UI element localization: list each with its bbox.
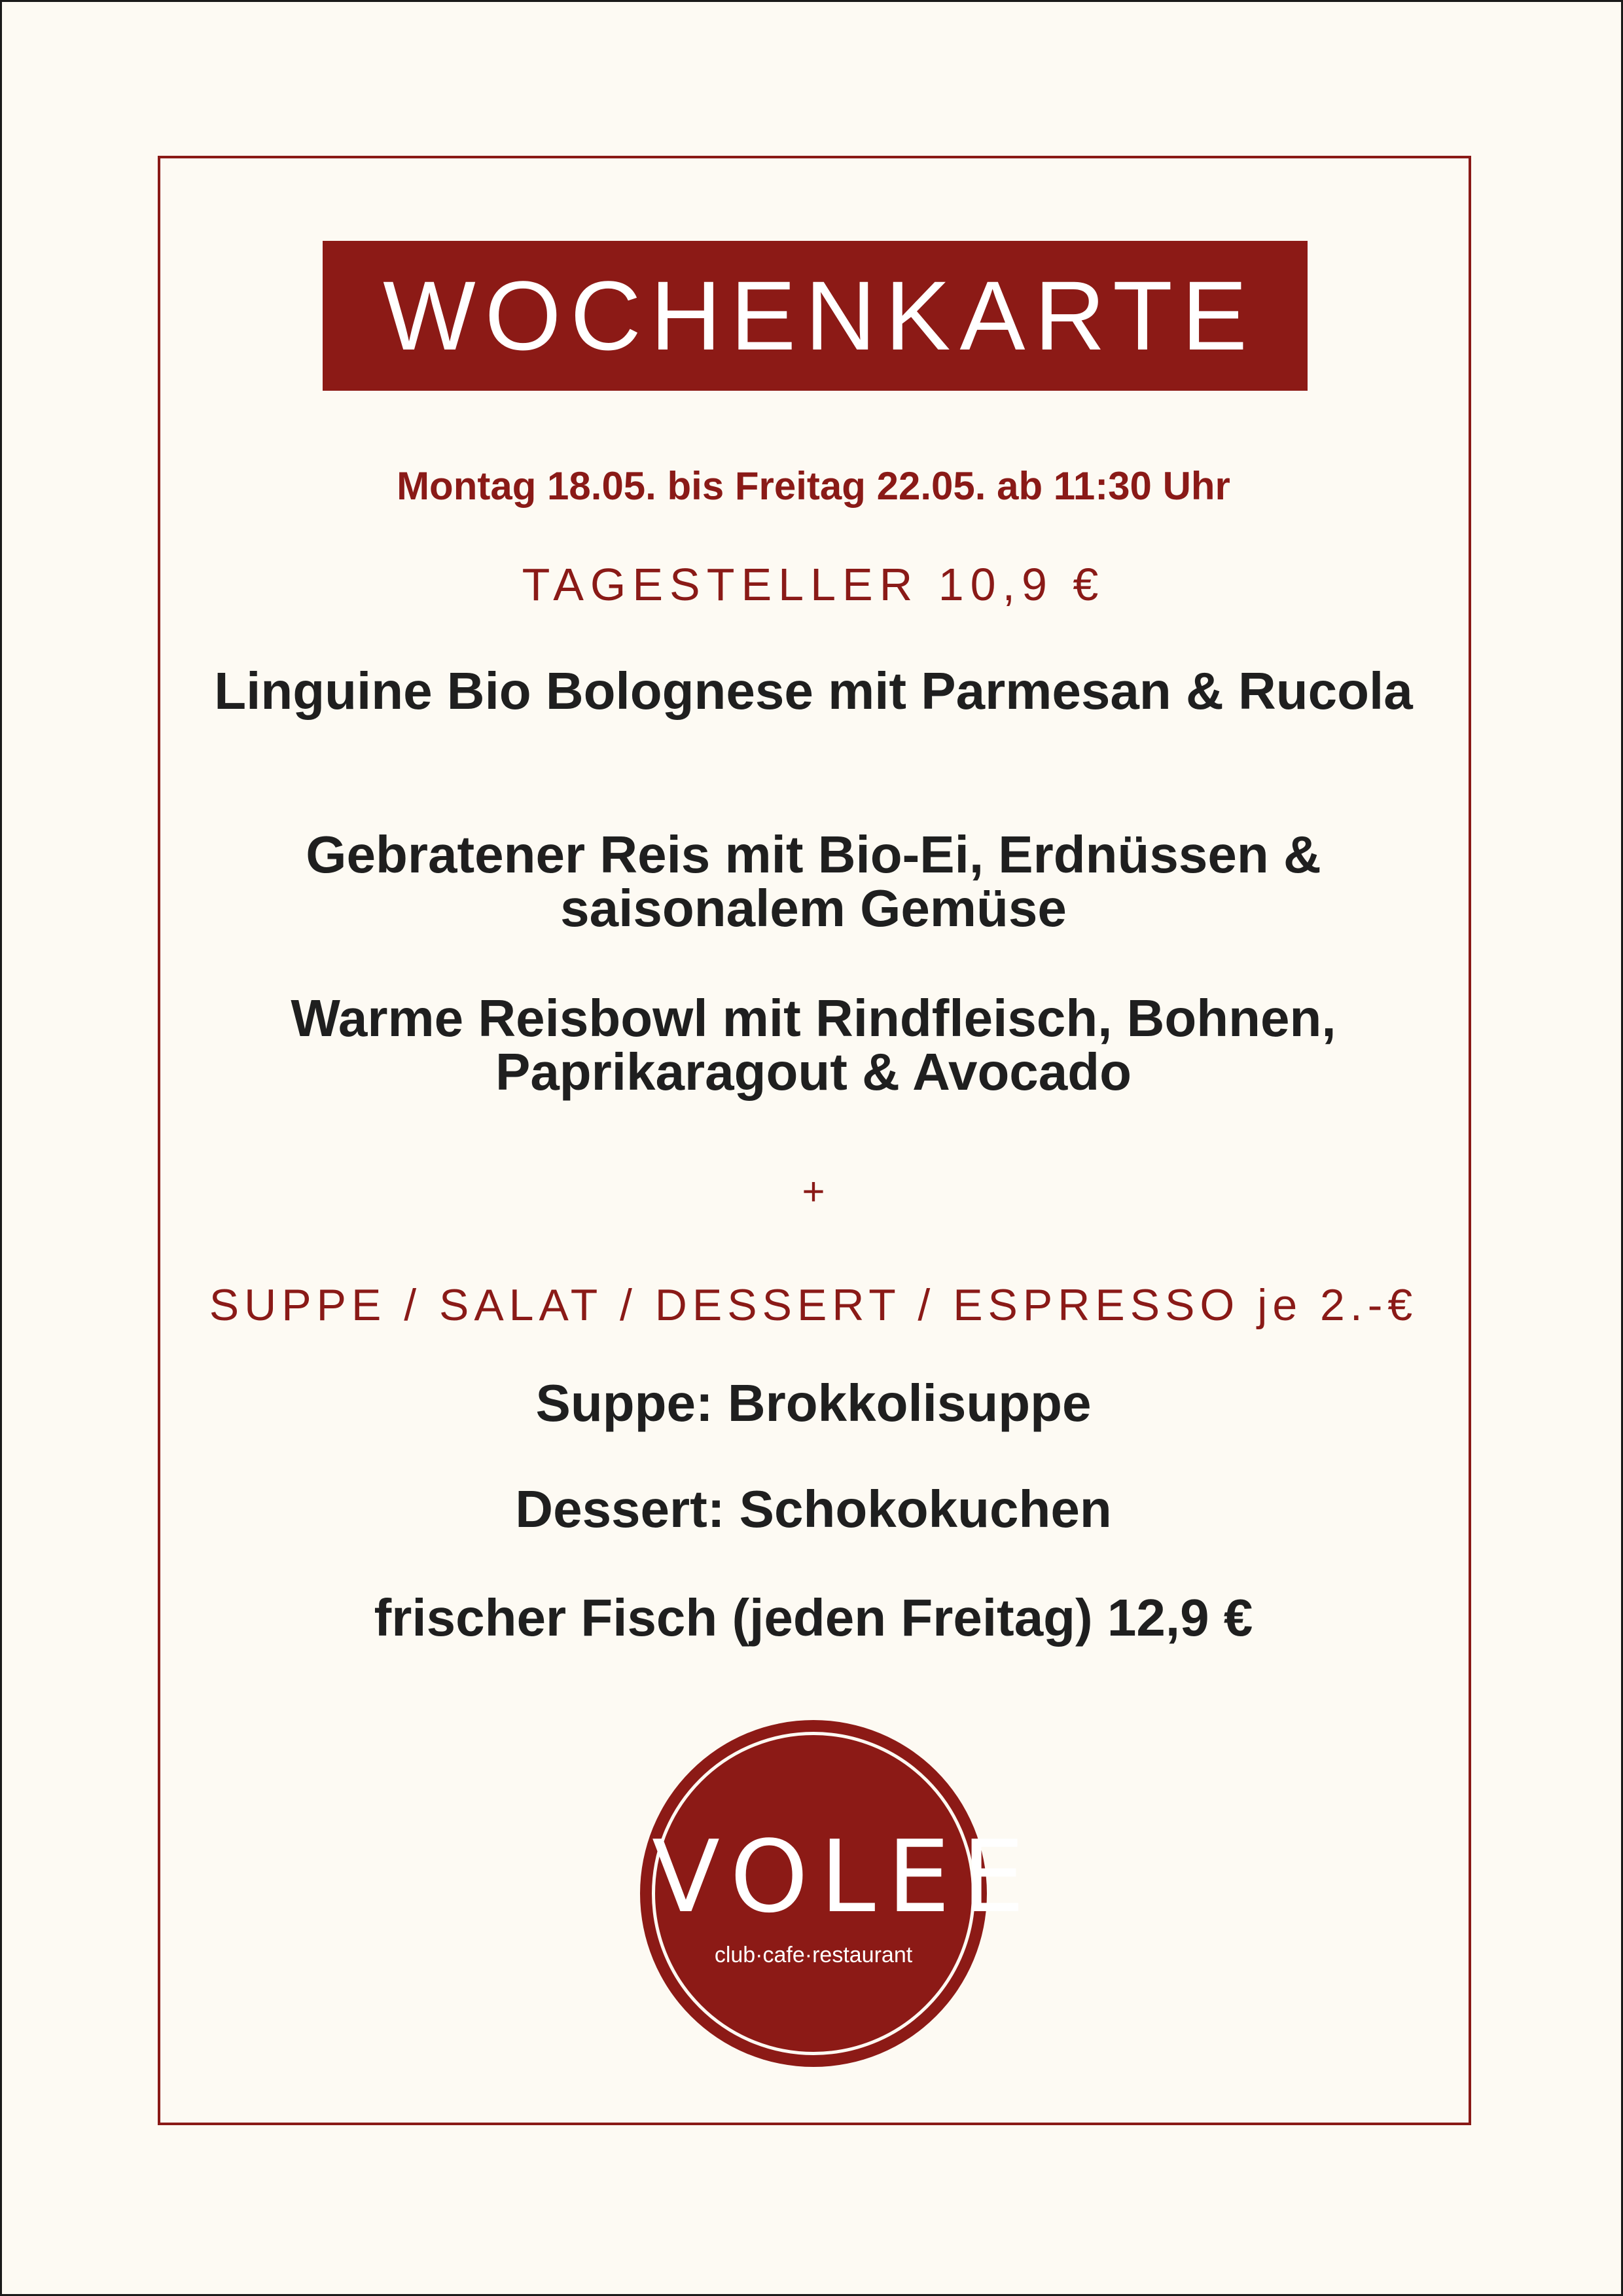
title-banner xyxy=(323,241,1308,391)
plus-separator: + xyxy=(802,1170,825,1213)
extras-heading: SUPPE / SALAT / DESSERT / ESPRESSO je 2.-€ xyxy=(209,1280,1418,1330)
soup-item: Suppe: Brokkolisuppe xyxy=(535,1374,1092,1432)
tagesteller-heading: TAGESTELLER 10,9 € xyxy=(522,559,1105,610)
dessert-item: Dessert: Schokokuchen xyxy=(515,1480,1112,1538)
date-range: Montag 18.05. bis Freitag 22.05. ab 11:30 Uhr xyxy=(397,464,1230,508)
volee-logo xyxy=(640,1720,1037,2067)
fish-item: frischer Fisch (jeden Freitag) 12,9 € xyxy=(374,1588,1253,1647)
dish-item: Gebratener Reis mit Bio-Ei, Erdnüssen & saisonalem Gemüse xyxy=(306,825,1321,937)
logo-subtitle: club·cafe·restaurant xyxy=(714,1943,913,1967)
dish-item: Warme Reisbowl mit Rindfleisch, Bohnen, Paprikaragout & Avocado xyxy=(291,989,1336,1101)
dish-item: Linguine Bio Bolognese mit Parmesan & Rucola xyxy=(214,662,1413,720)
logo-name: VOLEE xyxy=(652,1819,1037,1935)
page-title: WOCHENKARTE xyxy=(383,260,1257,370)
